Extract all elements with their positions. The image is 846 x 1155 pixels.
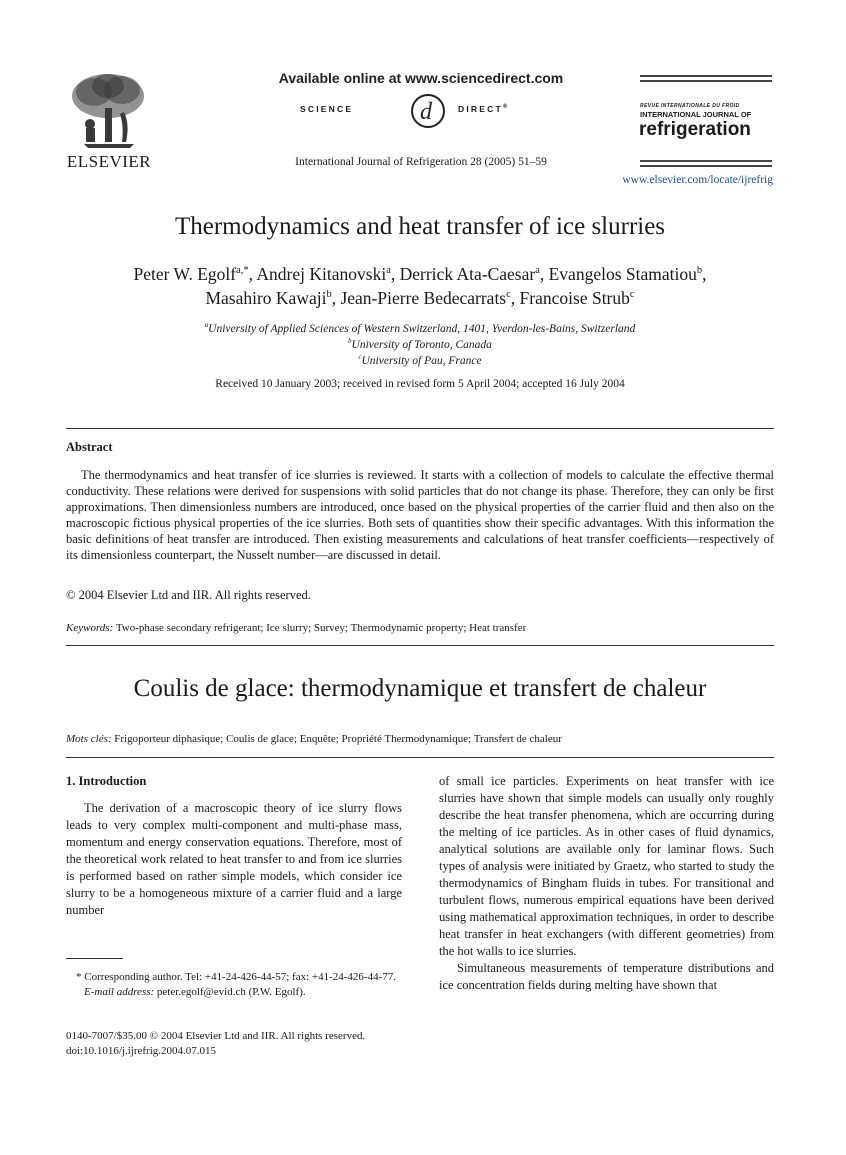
french-title: Coulis de glace: thermodynamique et transfert de chaleur [133,675,707,702]
author: Jean-Pierre Bedecarrats$^c$, [340,288,520,308]
author: Francoise Strub$^c$ [519,288,635,308]
section-heading: 1. Introduction [66,774,147,788]
author: Evangelos Stamatiou$^b$, [548,264,707,284]
abstract-heading: Abstract [66,440,113,454]
sd-at-icon [408,93,448,129]
body-paragraph: Simultaneous measurements of temperature distributions and ice concentration fields during melting have shown that [439,961,774,992]
received-dates: Received 10 January 2003; received in revised form 5 April 2004; accepted 16 July 2004 [215,378,625,390]
body-paragraph: of small ice particles. Experiments on heat transfer with ice slurries have shown that simple models can usually only roughly describe the heat transfer phenomena, which are occurring during the melting of ice particles. As in other cases of fluid dynamics, analytical solutions are available only for laminar flows. Such types of analysis were initiated by Graetz, who started to study the thermodynamics of Bingham fluids in tubes. For transitional and turbulent flows, numerous empirical equations have been derived using mathematical approximation techniques, in order to describe heat transfer in heat exchangers (with different geometries) from the hot walls to ice slurries. [439,774,774,958]
sciencedirect-logo [300,93,550,129]
journal-logo: REVUE INTERNATIONALE DU FROID INTERNATIONAL JOURNAL OF refrigeration [612,72,772,172]
divider [66,428,774,429]
left-column [66,773,402,919]
divider [66,757,774,758]
author: Andrej Kitanovski$^a$, [256,264,400,284]
keywords: Keywords: Two-phase secondary refrigerant; Ice slurry; Survey; Thermodynamic property; Heat transfer [66,622,527,634]
footnote: * Corresponding author. Tel: +41-24-426-44-57; fax: +41-24-426-44-77. E-mail address: peter.egolf@evid.ch (P.W. Egolf). [76,971,396,998]
mots-cles: Mots clés: Frigoporteur diphasique; Coulis de glace; Enquête; Propriété Thermodynamique; Transfert de chaleur [66,733,562,745]
svg-text:d: d [420,99,432,125]
sd-science: SCIENCE [300,104,354,114]
abstract-text: The thermodynamics and heat transfer of ice slurries is reviewed. It starts with a collection of models to calculate the effective thermal conductivity. These relations were derived for suspensions with solid particles that do not change its phase. Therefore, they can only be first approximations. Then dimensionless numbers are introduced, once based on the physical properties of the carrier fluid and then also on the macroscopic fictious physical properties of the ice slurries. Both sets of quantities show their specific advantages. With this information the basic definitions of heat transfer are introduced. Then existing measurements and calculations of heat transfer coefficients—respectively of its dimensionless counterpart, the Nusselt number—are discussed in detail. [66,468,774,562]
body-paragraph: The derivation of a macroscopic theory of ice slurry flows leads to very complex multi-component and multi-phase mass, momentum and energy conservation equations. Therefore, most of the theoretical work related to heat transfer to and from ice slurries is performed based on rather simple models, which consider ice slurry to be a homogeneous mixture of a carrier fluid and a large number [66,801,402,917]
affiliation: $^a$University of Applied Sciences of Western Switzerland, 1401, Yverdon-les-Bains, Switzerland [204,322,636,335]
author-list [66,262,774,310]
affiliation: $^b$University of Toronto, Canada [348,338,492,351]
divider [66,645,774,646]
affiliation: $^c$University of Pau, France [358,354,482,367]
issn-doi: 0140-7007/$35.00 © 2004 Elsevier Ltd and IIR. All rights reserved. doi:10.1016/j.ijrefrig.2004.07.015 [66,1030,366,1057]
footnote-rule [66,958,123,959]
available-online[interactable]: Available online at www.sciencedirect.com [278,70,564,86]
author: Derrick Ata-Caesar$^a$, [399,264,549,284]
elsevier-tree-logo [64,72,152,150]
author: Peter W. Egolf$^{a,*}$, [133,264,257,284]
affiliations [66,321,774,369]
copyright: © 2004 Elsevier Ltd and IIR. All rights reserved. [66,588,311,602]
article-title: Thermodynamics and heat transfer of ice slurries [174,213,666,240]
author: Masahiro Kawaji$^b$, [205,288,341,308]
journal-url[interactable]: www.elsevier.com/locate/ijrefrig [622,174,773,186]
sd-direct: DIRECT® [458,104,510,114]
right-column [439,773,774,994]
journal-citation: International Journal of Refrigeration 28 (2005) 51–59 [295,156,547,168]
publisher-name: ELSEVIER [66,152,152,171]
